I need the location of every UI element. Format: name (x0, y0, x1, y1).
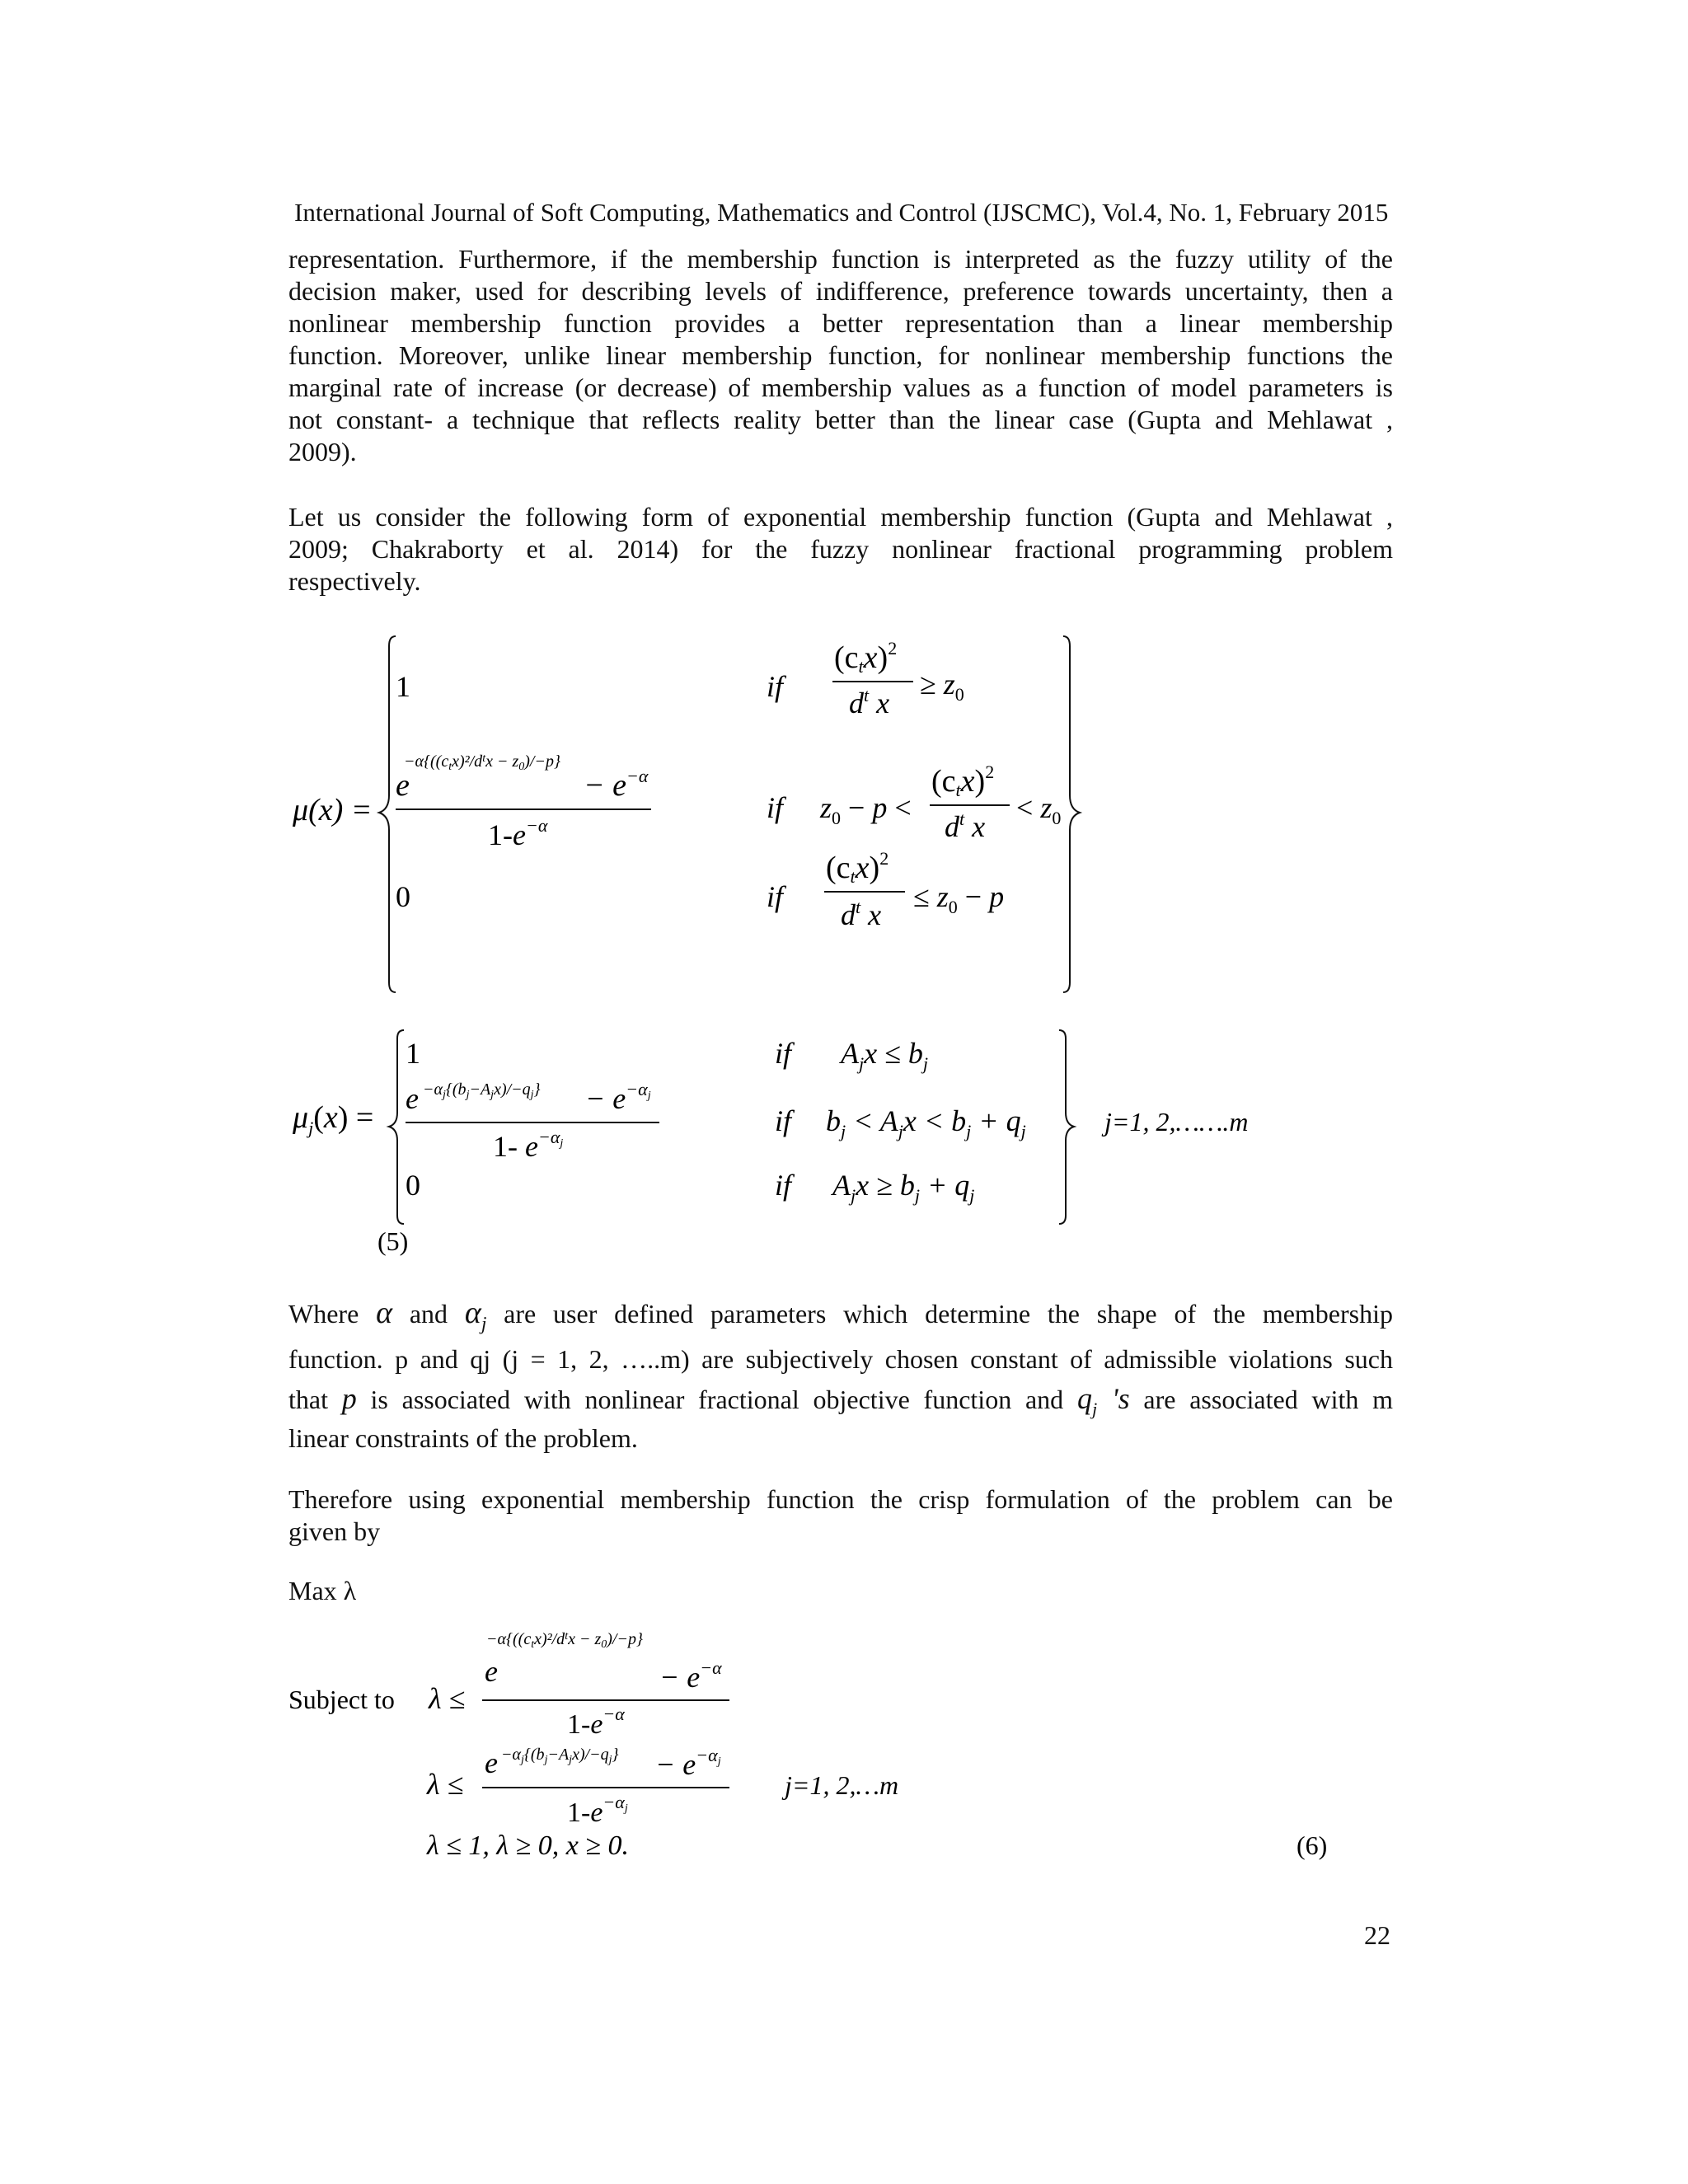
svg-text:< z0: < $z_0$ (1016, 791, 1062, 828)
svg-text:bj < Ajx < bj + qj: $b_j < A_jx < b_j + q_j$ (826, 1104, 1026, 1141)
left-brace (379, 636, 396, 992)
exponent-expression: $-\alpha\{((c_tx)^2/d^tx - z_0)/-p\}$ (486, 1630, 643, 1651)
exponent-expression: $-\alpha\{((c_tx)^2/d^tx - z_0)/-p\}$ (404, 752, 560, 773)
svg-text:e: e (485, 1655, 498, 1688)
svg-text:0: 0 (406, 1169, 420, 1202)
journal-header: International Journal of Soft Computing, Mathematics and Control (IJSCMC), Vol.4, No. 1, February 2015 (294, 198, 1389, 227)
svg-text:dt x: $d^t$ x (841, 897, 882, 931)
svg-text:z0 − p <: $z_0 - p$ < (820, 791, 912, 828)
paragraph-1 (288, 243, 1393, 468)
svg-text:if: if (775, 1169, 792, 1202)
subject-to-label: Subject to (288, 1685, 395, 1714)
svg-text:if: if (775, 1104, 792, 1137)
svg-text:if: if (767, 791, 784, 824)
svg-text:1- e−αj: 1- $e^{-\alpha}j$ (493, 1127, 564, 1163)
svg-text:Ajx ≥ bj + qj: $A_jx \ge b_j + q_j$ (832, 1169, 975, 1206)
svg-text:1-e−α: $1-e^{-\alpha}$ (567, 1704, 625, 1740)
equation-number-5: (5) (377, 1226, 409, 1256)
paragraph-3 (288, 1290, 1393, 1455)
fraction-denominator: $d^t$ x (849, 685, 890, 719)
text-line: 2009). (288, 437, 357, 466)
bounds: λ ≤ 1, λ ≥ 0, x ≥ 0. (427, 1830, 630, 1861)
text-line: nonlinear membership function provides a better representation than a linear membership (288, 308, 1393, 338)
svg-text:−αj{(bj−Ajx)/−qj}: $-\alpha_j\{(b_j-A_jx)/-q_j\}$ (501, 1746, 619, 1766)
svg-text:if: if (767, 880, 784, 913)
svg-text:− e−α: − $e^{-\alpha}$ (659, 1657, 722, 1694)
svg-text:e: e (406, 1082, 419, 1115)
mu-x-label: μ(x) = (293, 793, 373, 827)
text-line: marginal rate of increase (or decrease) of membership values as a function of model parameters is (288, 373, 1393, 402)
svg-text:≤ z0 − p: ≤ $z_0 - p$ (913, 880, 1005, 917)
svg-text:− e−αj: − $e^{-\alpha}j$ (585, 1079, 651, 1115)
equation-5-membership-functions (272, 626, 1426, 1269)
text-line: Where α and $\alpha_j$ are user defined parameters which determine the shape of the membership (288, 1296, 1394, 1335)
page-number: 22 (1364, 1920, 1390, 1950)
svg-text:−αj{(bj−Ajx)/−qj}: $-\alpha_j\{(b_j-A_jx)/-q_j\}$ (423, 1080, 541, 1101)
svg-text:λ ≤: λ ≤ (429, 1682, 466, 1715)
mu-j-label: $\mu_j(x)$ = (293, 1100, 374, 1138)
paragraph-4 (288, 1483, 1393, 1548)
text-line: respectively. (288, 566, 421, 596)
text-line: function. Moreover, unlike linear membership function, for nonlinear membership functions the (288, 340, 1393, 370)
text-line: decision maker, used for describing levels of indifference, preference towards uncertainty, then a (288, 276, 1393, 306)
text-line: linear constraints of the problem. (288, 1423, 638, 1453)
text-line: function. p and qj (j = 1, 2, …..m) are subjectively chosen constant of admissible violations such (288, 1344, 1393, 1374)
text-line: not constant- a technique that reflects reality better than the linear case (Gupta and Mehlawat , (288, 405, 1393, 434)
j-range: j=1, 2,…m (785, 1770, 899, 1800)
text-line: Let us consider the following form of exponential membership function (Gupta and Mehlawat , (288, 502, 1393, 532)
svg-text:λ ≤: λ ≤ (427, 1768, 464, 1801)
text-line: given by (288, 1516, 381, 1546)
svg-text:if: if (775, 1037, 792, 1070)
text-line: Therefore using exponential membership function the crisp formulation of the problem can be (288, 1484, 1393, 1514)
svg-text:e: e (396, 768, 410, 803)
svg-text:1-e−α: $1-e^{-\alpha}$ (488, 815, 548, 851)
right-brace (1063, 636, 1080, 992)
svg-text:− e−αj: − $e^{-\alpha}j$ (655, 1745, 721, 1781)
text-line: that p is associated with nonlinear fractional objective function and $q_j$ 's are associated with m (288, 1382, 1394, 1420)
j-range: j=1, 2,…….m (1104, 1107, 1249, 1137)
text-line: 2009; Chakraborty et al. 2014) for the fuzzy nonlinear fractional programming problem (288, 534, 1393, 564)
svg-text:(ctx)2: (ctx)$^2$ (826, 848, 889, 887)
if-keyword: if (767, 670, 784, 703)
svg-text:dt x: $d^t$ x (945, 808, 986, 843)
fraction-numerator: (ctx)$^2$ (834, 638, 898, 677)
paragraph-2 (288, 501, 1393, 598)
svg-text:e: e (485, 1746, 498, 1779)
condition-1: ≥ $z_0$ (920, 668, 964, 705)
case-1-value: 1 (396, 670, 410, 703)
svg-text:1-e−αj: $1-e^{-\alpha}j$ (567, 1792, 628, 1828)
equation-number-6: (6) (1296, 1830, 1328, 1860)
case-3-value: 0 (396, 880, 410, 913)
svg-text:(ctx)2: (ctx)$^2$ (931, 762, 995, 800)
svg-text:− e−α: − $e^{-\alpha}$ (584, 766, 649, 803)
max-lambda: Max λ (288, 1576, 357, 1605)
text-line: representation. Furthermore, if the membership function is interpreted as the fuzzy utility of the (288, 244, 1393, 274)
svg-text:Ajx ≤ bj: $A_jx \le b_j$ (841, 1037, 928, 1074)
svg-text:1: 1 (406, 1037, 420, 1070)
equation-6-crisp-formulation (280, 1611, 1385, 1883)
